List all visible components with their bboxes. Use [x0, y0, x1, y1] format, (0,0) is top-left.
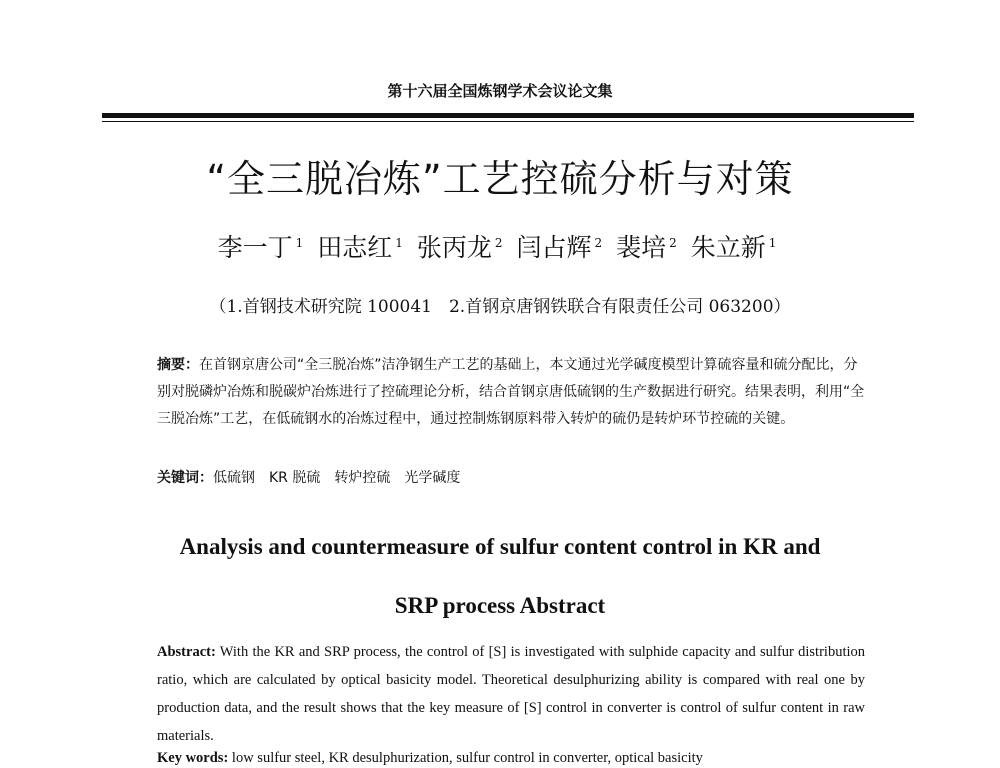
- author-name: 李一丁: [217, 233, 293, 262]
- author-name: 张丙龙: [416, 233, 492, 262]
- affiliations: （1.首钢技术研究院 100041 2.首钢京唐钢铁联合有限责任公司 063200）: [209, 297, 791, 317]
- author-affiliation-mark: 1: [395, 235, 403, 250]
- title-english-line2: SRP process Abstract: [394, 593, 606, 618]
- author-affiliation-mark: 2: [494, 235, 503, 250]
- header-rule-thin: [102, 121, 914, 122]
- header-rule-thick: [102, 113, 914, 118]
- keywords-text-cn: 低硫钢 KR 脱硫 转炉控硫 光学碱度: [213, 470, 461, 486]
- abstract-text-cn: 在首钢京唐公司“全三脱冶炼”洁净钢生产工艺的基础上，本文通过光学碱度模型计算硫容量和硫分配比，分别对脱磷炉冶炼和脱碳炉冶炼进行了控硫理论分析，结合首钢京唐低硫钢的生产数据进行研究。结果表明，利用“全三脱冶炼”工艺，在低硫钢水的冶炼过程中，通过控制炼钢原料带入转炉的硫仍是转炉环节控硫的关键。: [157, 357, 865, 427]
- author-name: 闫占辉: [516, 233, 592, 262]
- keywords-label-cn: 关键词：: [157, 470, 213, 486]
- author-name: 朱立新: [690, 233, 766, 262]
- author-affiliation-mark: 2: [669, 235, 677, 250]
- abstract-label-en: Abstract:: [157, 644, 216, 660]
- abstract-text-en: With the KR and SRP process, the control of [S] is investigated with sulphide capacity and sulfur distribution ratio, which are calculated by optical basicity model. Theoretical desulphurizing ability is compared with real one by production data, and the result shows that the key measure of [S] control in converter is control of sulfur content in raw materials.: [157, 644, 865, 744]
- abstract-chinese: [157, 352, 865, 433]
- journal-header: 第十六届全国炼钢学术会议论文集: [387, 82, 613, 100]
- abstract-label-cn: 摘要：: [157, 357, 199, 373]
- keywords-english: [157, 748, 865, 768]
- author-affiliation-mark: 1: [295, 235, 304, 250]
- author-affiliation-mark: 1: [768, 235, 777, 250]
- author-name: 裴培: [616, 233, 667, 262]
- title-english-line1: Analysis and countermeasure of sulfur content control in KR and: [179, 534, 821, 559]
- author-list: [0, 228, 1000, 264]
- keywords-text-en: low sulfur steel, KR desulphurization, sulfur control in converter, optical basicity: [228, 750, 703, 766]
- keywords-label-en: Key words:: [157, 750, 229, 766]
- title-chinese: “全三脱冶炼”工艺控硫分析与对策: [206, 157, 794, 201]
- keywords-chinese: [157, 467, 865, 489]
- author-affiliation-mark: 2: [594, 235, 603, 250]
- author-name: 田志红: [317, 233, 393, 262]
- abstract-english: [157, 638, 865, 750]
